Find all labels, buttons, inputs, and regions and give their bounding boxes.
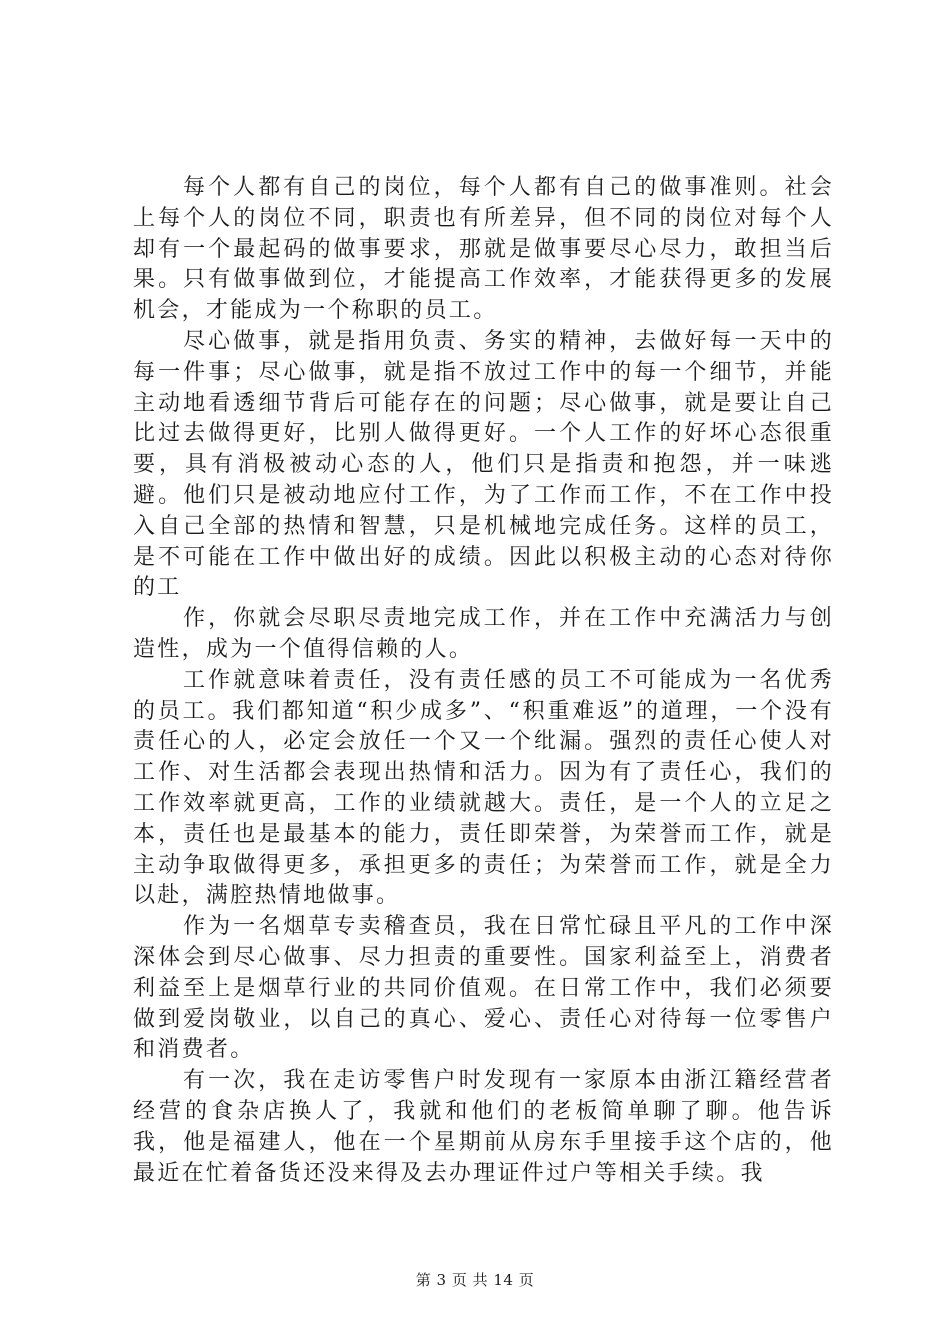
- paragraph-5: 作为一名烟草专卖稽查员，我在日常忙碌且平凡的工作中深深体会到尽心做事、尽力担责的重要性。国家利益至上，消费者利益至上是烟草行业的共同价值观。在日常工作中，我们必须要做到爱岗敬业，以自己的真心、爱心、责任心对待每一位零售户和消费者。: [133, 914, 834, 1063]
- document-body: [133, 173, 834, 1189]
- paragraph-2: 尽心做事，就是指用负责、务实的精神，去做好每一天中的每一件事；尽心做事，就是指不放过工作中的每一个细节，并能主动地看透细节背后可能存在的问题；尽心做事，就是要让自己比过去做得更好，比别人做得更好。一个人工作的好坏心态很重要，具有消极被动心态的人，他们只是指责和抱怨，并一味逃避。他们只是被动地应付工作，为了工作而工作，不在工作中投入自己全部的热情和智慧，只是机械地完成任务。这样的员工，是不可能在工作中做出好的成绩。因此以积极主动的心态对待你的工: [133, 328, 834, 601]
- paragraph-1: 每个人都有自己的岗位，每个人都有自己的做事准则。社会上每个人的岗位不同，职责也有所差异，但不同的岗位对每个人却有一个最起码的做事要求，那就是做事要尽心尽力，敢担当后果。只有做事做到位，才能提高工作效率，才能获得更多的发展机会，才能成为一个称职的员工。: [133, 175, 834, 324]
- page-number-footer: 第 3 页 共 14 页: [415, 1271, 535, 1289]
- paragraph-3: 作，你就会尽职尽责地完成工作，并在工作中充满活力与创造性，成为一个值得信赖的人。: [133, 606, 834, 662]
- paragraph-6: 有一次，我在走访零售户时发现有一家原本由浙江籍经营者经营的食杂店换人了，我就和他们的老板简单聊了聊。他告诉我，他是福建人，他在一个星期前从房东手里接手这个店的，他最近在忙着备货还没来得及去办理证件过户等相关手续。我: [133, 1068, 834, 1186]
- paragraph-4: 工作就意味着责任，没有责任感的员工不可能成为一名优秀的员工。我们都知道“积少成多”、“积重难返”的道理，一个没有责任心的人，必定会放任一个又一个纰漏。强烈的责任心使人对工作、对生活都会表现出热情和活力。因为有了责任心，我们的工作效率就更高，工作的业绩就越大。责任，是一个人的立足之本，责任也是最基本的能力，责任即荣誉，为荣誉而工作，就是主动争取做得更多，承担更多的责任；为荣誉而工作，就是全力以赴，满腔热情地做事。: [133, 667, 834, 909]
